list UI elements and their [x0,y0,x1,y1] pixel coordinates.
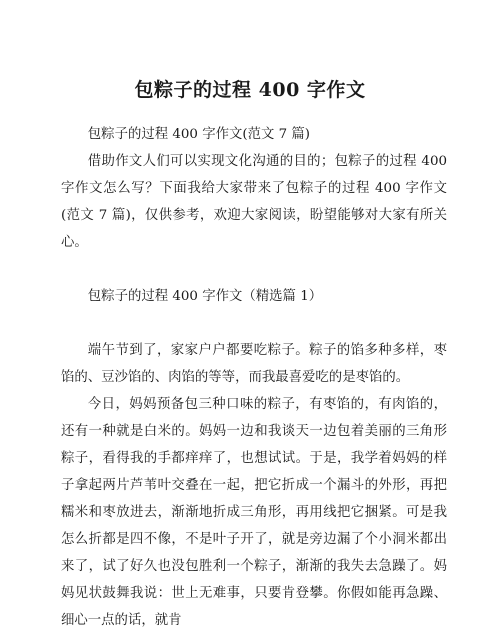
document-title: 包粽子的过程 400 字作文 [134,79,366,101]
paragraph-spacer [61,256,447,283]
document-subtitle: 包粽子的过程 400 字作文(范文 7 篇) [87,127,311,142]
body-paragraph: 端午节到了，家家户户都要吃粽子。粽子的馅多种多样，枣馅的、豆沙馅的、肉馅的等等，而我最喜爱吃的是枣馅的。 [61,343,447,385]
paragraph-spacer [61,310,447,337]
section-heading: 包粽子的过程 400 字作文（精选篇 1） [87,289,323,304]
document-body [61,121,447,634]
body-paragraph: 今日，妈妈预备包三种口味的粽子，有枣馅的，有肉馅的，还有一种就是白米的。妈妈一边和我谈天一边包着美丽的三角形粽子，看得我的手都痒痒了，也想试试。于是，我学着妈妈的样子拿起两片芦苇叶交叠在一起，把它折成一个漏斗的外形，再把糯米和枣放进去，渐渐地折成三角形，再用线把它捆紧。可是我怎么折都是四不像，不是叶子开了，就是旁边漏了个小洞米都出来了，试了好久也没包胜利一个粽子，渐渐的我失去急躁了。妈妈见状鼓舞我说：世上无难事，只要肯登攀。你假如能再急躁、细心一点的话，就肯 [61,397,447,628]
intro-paragraph: 借助作文人们可以实现文化沟通的目的；包粽子的过程 400 字作文怎么写？下面我给大家带来了包粽子的过程 400 字作文(范文 7 篇)，仅供参考，欢迎大家阅读，盼望能够对大家有所关心。 [61,154,447,250]
